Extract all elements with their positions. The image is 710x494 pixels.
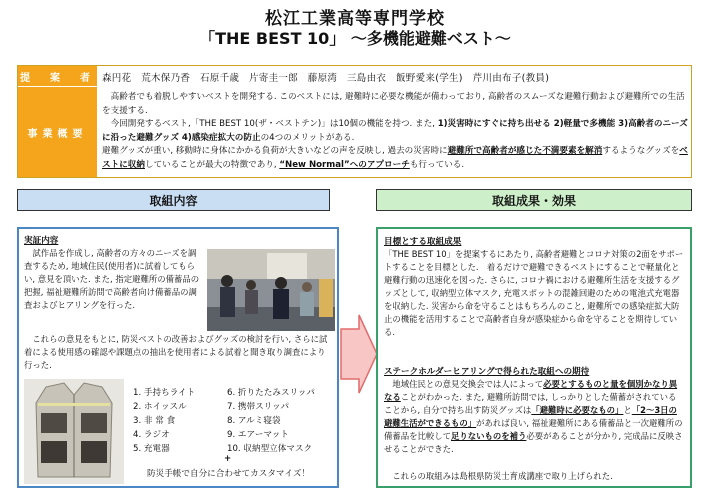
custom-note: 防災手帳で自分に合わせてカスタマイズ！ xyxy=(147,469,311,479)
hearing-photo xyxy=(207,249,335,331)
item-3: 3. 非 常 食 xyxy=(133,416,176,426)
left-para1 xyxy=(24,247,202,312)
left-section-title: 実証内容 xyxy=(24,236,59,246)
left-para1-text: 試作品を作成し, 高齢者の方々のニーズを調査するため, 地域住民(使用者)に試着してもらい, 意見を頂いた. また, 指定避難所の備蓄品の把握, 福祉避難所訪問で高齢者向け備蓄品の調査およびヒアリングを行った. xyxy=(24,248,200,310)
proposer-label: 提 案 者 xyxy=(18,66,97,86)
right-sec2-c: ことがわかった. また, 避難所訪問では, しっかりとした備蓄がされていることから, 自分で持ち出す防災グッズは xyxy=(384,392,677,415)
right-section-header: 取組成果・効果 xyxy=(376,189,692,211)
vest-photo xyxy=(24,379,124,484)
summary-p3a: 避難グッズが重い, 移動時に身体にかかる負荷が大きいなどの声を反映し, 過去の災害時に xyxy=(102,146,448,156)
vest-reflector xyxy=(38,403,110,406)
right-sec2-body xyxy=(384,378,684,456)
item-2: 2. ホイッスル xyxy=(133,402,187,412)
photo-person-body xyxy=(245,290,258,314)
summary-label: 事業概要 xyxy=(18,87,97,177)
right-sec2-a: 地域住民との意見交換会では人によって xyxy=(392,379,544,389)
photo-person-body xyxy=(220,287,235,317)
photo-person-head xyxy=(221,275,233,287)
summary-p1: 高齢者でも着脱しやすいベストを開発する. このベストには, 避難時に必要な機能が備わっており, 高齢者のスムーズな避難行動および避難所での生活を支援する. xyxy=(102,92,685,116)
item-10: 10. 収納型立体マスク xyxy=(227,444,313,454)
photo-person-head xyxy=(246,280,256,290)
photo-banner xyxy=(319,279,333,317)
right-sec2-e: と xyxy=(623,405,632,415)
summary-merits: 1)災害時にすぐに持ち出せる 2)軽量で多機能 3)高齢者のニーズに沿った避難グッズ 4)感染症拡大の防止 xyxy=(102,119,688,143)
vest-pocket xyxy=(41,413,67,433)
left-para2-text: これらの意見をもとに, 防災ベストの改善およびグッズの検討を行い, さらに試着による使用感の確認や課題点の抽出を使用者による試着と聞き取り調査により行った. xyxy=(24,334,328,370)
summary-p3e: していることが最大の特徴であり, xyxy=(144,159,280,170)
left-panel xyxy=(17,227,339,488)
summary-text xyxy=(102,91,689,172)
proposer-names: 森円花 荒木保乃香 石原千歳 片寄圭一郎 藤原湾 三島由衣 飯野愛来(学生) 芹川由布子(教員) xyxy=(102,73,550,84)
photo-person-body xyxy=(273,289,289,319)
plus-sign: + xyxy=(224,454,232,464)
summary-paragraph xyxy=(102,145,689,172)
project-title: 「THE BEST 10」 ～多機能避難ベスト～ xyxy=(199,29,511,48)
photo-person-body xyxy=(300,292,314,316)
vest-pocket xyxy=(41,441,67,463)
right-panel xyxy=(376,227,692,488)
right-sec2-b: 必要とするものと量を個別かなり異なる xyxy=(384,379,678,402)
summary-p3b: 避難所で高齢者が感じた不満要素を解消 xyxy=(447,146,603,156)
item-1: 1. 手持ちライト xyxy=(133,388,196,398)
right-sec2-h: 足りないものを補う xyxy=(451,431,527,441)
item-9: 9. エアーマット xyxy=(227,430,289,440)
summary-p2a: 今回開発するベスト,「THE BEST 10(ザ・ベストテン)」は10個の機能を持つ. また, xyxy=(110,119,438,129)
summary-p3d: ベストに収納 xyxy=(102,146,688,170)
vest-pocket xyxy=(81,441,107,463)
right-arrow-icon xyxy=(339,313,379,395)
vest-pocket xyxy=(81,413,107,433)
right-sec2-g: があれば良い, 福祉避難所にある備蓄品と一次避難所の備蓄品を比較して xyxy=(384,418,683,441)
summary-p3c: するようなグッズを xyxy=(602,146,680,156)
item-8: 8. アルミ寝袋 xyxy=(227,416,281,426)
right-sec2-i: 必要があることが分かり, 完成品に反映させることができた. xyxy=(384,431,683,454)
left-section-header: 取組内容 xyxy=(17,189,330,211)
photo-person-head xyxy=(275,277,287,289)
right-sec1-text: 「THE BEST 10」を提案するにあたり, 高齢者避難とコロナ対策の2面をサポートすることを目標とした. 着るだけで避難できるベストにすることで軽量化と避難行動の迅速化を図った. さらに, コロナ禍における避難所生活を支援するグッズとして, 収納型立体マスク, 充電スポットの混雑回避のための電池式充電器を収納した. 災害から命を守ることはもちろんのこと, 避難所での感染症拡大防止の機能を活用することで高齢者自身が感染症から命を守ることを期待している. xyxy=(384,249,684,337)
right-sec2-end xyxy=(384,470,684,483)
photo-board xyxy=(267,253,307,279)
summary-p2c: の4つのメリットがある. xyxy=(260,132,355,143)
right-sec2-title: ステークホルダーヒアリングで得られた取組への期待 xyxy=(384,367,590,377)
left-para2 xyxy=(24,333,333,372)
right-sec2-end-text: これらの取組みは島根県防災士育成講座で取り上げられた. xyxy=(392,471,613,481)
summary-paragraph xyxy=(102,91,689,118)
summary-p3g: も行っている. xyxy=(409,159,465,170)
right-sec1-title: 目標とする取組成果 xyxy=(384,237,462,247)
right-sec1-body xyxy=(384,248,684,339)
item-5: 5. 充電器 xyxy=(133,444,170,454)
photo-person-head xyxy=(302,282,312,292)
arrow-shape xyxy=(341,315,377,393)
right-sec2-d: 「避難時に必要なもの」 xyxy=(531,405,624,415)
item-4: 4. ラジオ xyxy=(133,430,170,440)
info-box xyxy=(17,65,692,178)
item-7: 7. 携帯スリッパ xyxy=(227,402,290,412)
summary-p3f: “New Normal”へのアプローチ xyxy=(279,159,410,170)
right-sec2-f: 「2～3日の避難生活ができるもの」 xyxy=(384,405,677,428)
summary-paragraph xyxy=(102,118,689,145)
school-name: 松江工業高等専門学校 xyxy=(265,9,445,29)
item-6: 6. 折りたたみスリッパ xyxy=(227,388,315,398)
